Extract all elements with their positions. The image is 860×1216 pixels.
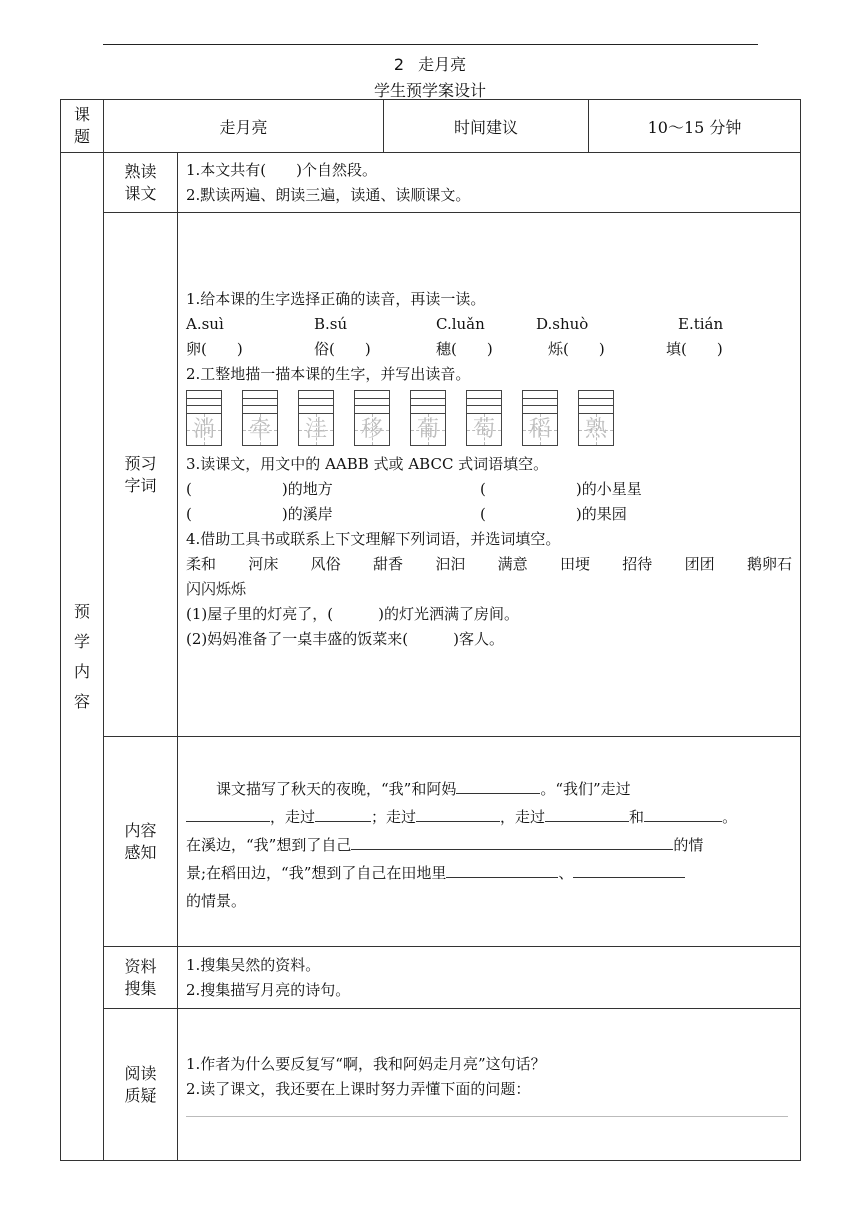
word-bank-item: 田埂 bbox=[559, 555, 590, 573]
answer-line[interactable] bbox=[186, 1102, 788, 1117]
content-text: ，走过 bbox=[270, 807, 316, 826]
char-blank[interactable]: 卵( ) bbox=[186, 340, 243, 358]
content-line bbox=[186, 775, 792, 803]
answer-blank[interactable] bbox=[315, 803, 371, 822]
pinyin-options bbox=[186, 312, 792, 337]
read-content bbox=[178, 153, 801, 213]
trace-char: 移 bbox=[360, 417, 383, 442]
fill-row bbox=[186, 477, 792, 502]
content-text: 、 bbox=[558, 863, 574, 882]
content-line bbox=[186, 859, 792, 887]
trace-grid[interactable] bbox=[466, 390, 502, 446]
words-label bbox=[104, 213, 178, 737]
questions-label-text: 阅读质疑 bbox=[124, 1063, 157, 1105]
word-bank-item: 河床 bbox=[248, 555, 279, 573]
fill-blank[interactable]: ( )的溪岸 bbox=[186, 505, 333, 523]
trace-grid[interactable] bbox=[410, 390, 446, 446]
trace-char: 葡 bbox=[416, 417, 439, 442]
trace-grid[interactable] bbox=[354, 390, 390, 446]
answer-blank[interactable] bbox=[446, 859, 558, 878]
answer-blank[interactable] bbox=[644, 803, 722, 822]
content-content bbox=[178, 737, 801, 947]
fill-blank[interactable]: ( )的果园 bbox=[480, 505, 627, 523]
content-text: 的情 bbox=[673, 835, 704, 854]
page-subtitle: 学生预学案设计 bbox=[373, 81, 486, 100]
questions-content bbox=[178, 1009, 801, 1161]
read-label-text: 熟读课文 bbox=[124, 161, 157, 203]
char-blanks bbox=[186, 337, 792, 362]
answer-blank[interactable] bbox=[351, 831, 673, 850]
answer-blank[interactable] bbox=[186, 803, 270, 822]
materials-item: 2.搜集描写月亮的诗句。 bbox=[186, 980, 351, 999]
lesson-number: 2 bbox=[393, 55, 405, 74]
content-text: 在溪边，“我”想到了自己 bbox=[186, 835, 352, 854]
pinyin-option: D.shuò bbox=[536, 315, 589, 333]
pinyin-option: E.tián bbox=[678, 315, 724, 333]
word-bank-item: 柔和 bbox=[186, 555, 217, 573]
q3-text: 3.读课文，用文中的 AABB 式或 ABCC 式词语填空。 bbox=[186, 455, 549, 473]
pinyin-option: A.suì bbox=[186, 315, 224, 333]
answer-blank[interactable] bbox=[573, 859, 685, 878]
time-label: 时间建议 bbox=[384, 100, 589, 153]
words-content bbox=[178, 213, 801, 737]
topic-label-text: 课题 bbox=[73, 105, 90, 146]
trace-char: 稻 bbox=[528, 417, 551, 442]
content-line bbox=[186, 887, 792, 915]
materials-item: 1.搜集吴然的资料。 bbox=[186, 955, 321, 974]
answer-blank[interactable] bbox=[456, 775, 540, 794]
question-item: 1.作者为什么要反复写“啊，我和阿妈走月亮”这句话？ bbox=[186, 1055, 546, 1073]
trace-grid[interactable] bbox=[186, 390, 222, 446]
content-text: 的情景。 bbox=[186, 891, 247, 910]
lesson-title-text: 走月亮 bbox=[418, 55, 467, 74]
question-item: 2.读了课文，我还要在上课时努力弄懂下面的问题： bbox=[186, 1080, 531, 1098]
sentence-item: (1)屋子里的灯亮了，( )的灯光洒满了房间。 bbox=[186, 605, 519, 623]
word-bank-item: 团团 bbox=[684, 555, 715, 573]
word-bank-item: 甜香 bbox=[372, 555, 403, 573]
q2-text: 2.工整地描一描本课的生字，并写出读音。 bbox=[186, 365, 471, 383]
materials-label-text: 资料搜集 bbox=[124, 956, 157, 998]
q4-text: 4.借助工具书或联系上下文理解下列词语，并选词填空。 bbox=[186, 530, 561, 548]
char-blank[interactable]: 俗( ) bbox=[314, 340, 371, 358]
trace-char: 淌 bbox=[192, 417, 215, 442]
pinyin-option: B.sú bbox=[314, 315, 348, 333]
trace-char: 熟 bbox=[584, 417, 607, 442]
content-line bbox=[186, 831, 792, 859]
read-item: 2.默读两遍、朗读三遍，读通、读顺课文。 bbox=[186, 185, 471, 204]
char-blank[interactable]: 烁( ) bbox=[548, 340, 605, 358]
char-blank[interactable]: 填( ) bbox=[666, 340, 723, 358]
answer-blank[interactable] bbox=[545, 803, 629, 822]
trace-char: 洼 bbox=[304, 417, 327, 442]
trace-char: 牵 bbox=[248, 417, 271, 442]
read-item: 1.本文共有( )个自然段。 bbox=[186, 160, 378, 179]
q1-text: 1.给本课的生字选择正确的读音，再读一读。 bbox=[186, 290, 486, 308]
word-bank-item: 招待 bbox=[622, 555, 653, 573]
fill-blank[interactable]: ( )的地方 bbox=[186, 480, 333, 498]
section-label-text: 预学内容 bbox=[73, 601, 90, 711]
preview-table bbox=[60, 99, 801, 1161]
content-text: 。 bbox=[722, 807, 738, 826]
trace-grid[interactable] bbox=[242, 390, 278, 446]
trace-grid[interactable] bbox=[522, 390, 558, 446]
content-text: 。“我们”走过 bbox=[540, 779, 631, 798]
word-bank-item: 风俗 bbox=[310, 555, 341, 573]
questions-label bbox=[104, 1009, 178, 1161]
content-label-text: 内容感知 bbox=[124, 820, 157, 862]
word-bank bbox=[186, 552, 792, 577]
fill-blank[interactable]: ( )的小星星 bbox=[480, 480, 642, 498]
trace-grid[interactable] bbox=[298, 390, 334, 446]
header-rule bbox=[103, 44, 758, 45]
time-value: 10～15 分钟 bbox=[589, 100, 801, 153]
content-label bbox=[104, 737, 178, 947]
word-bank-item: 满意 bbox=[497, 555, 528, 573]
char-blank[interactable]: 穗( ) bbox=[436, 340, 493, 358]
answer-blank[interactable] bbox=[416, 803, 500, 822]
sentence-item: (2)妈妈准备了一桌丰盛的饭菜来( )客人。 bbox=[186, 630, 504, 648]
topic-label bbox=[61, 100, 104, 153]
read-label bbox=[104, 153, 178, 213]
trace-grids bbox=[186, 390, 792, 446]
word-bank-item: 闪闪烁烁 bbox=[186, 580, 247, 598]
materials-content bbox=[178, 947, 801, 1009]
trace-char: 萄 bbox=[472, 417, 495, 442]
materials-label bbox=[104, 947, 178, 1009]
words-label-text: 预习字词 bbox=[124, 453, 157, 495]
lesson-title bbox=[0, 52, 860, 75]
content-text: ，走过 bbox=[500, 807, 546, 826]
word-bank-item: 汩汩 bbox=[435, 555, 466, 573]
content-line bbox=[186, 803, 792, 831]
trace-grid[interactable] bbox=[578, 390, 614, 446]
content-text: 和 bbox=[629, 807, 645, 826]
word-bank-item: 鹅卵石 bbox=[746, 555, 792, 573]
content-text: 景;在稻田边，“我”想到了自己在田地里 bbox=[186, 863, 447, 882]
topic-value: 走月亮 bbox=[104, 100, 384, 153]
section-label bbox=[61, 153, 104, 1161]
content-text: 课文描写了秋天的夜晚，“我”和阿妈 bbox=[216, 779, 457, 798]
pinyin-option: C.luǎn bbox=[436, 315, 485, 333]
content-text: ；走过 bbox=[371, 807, 417, 826]
fill-row bbox=[186, 502, 792, 527]
